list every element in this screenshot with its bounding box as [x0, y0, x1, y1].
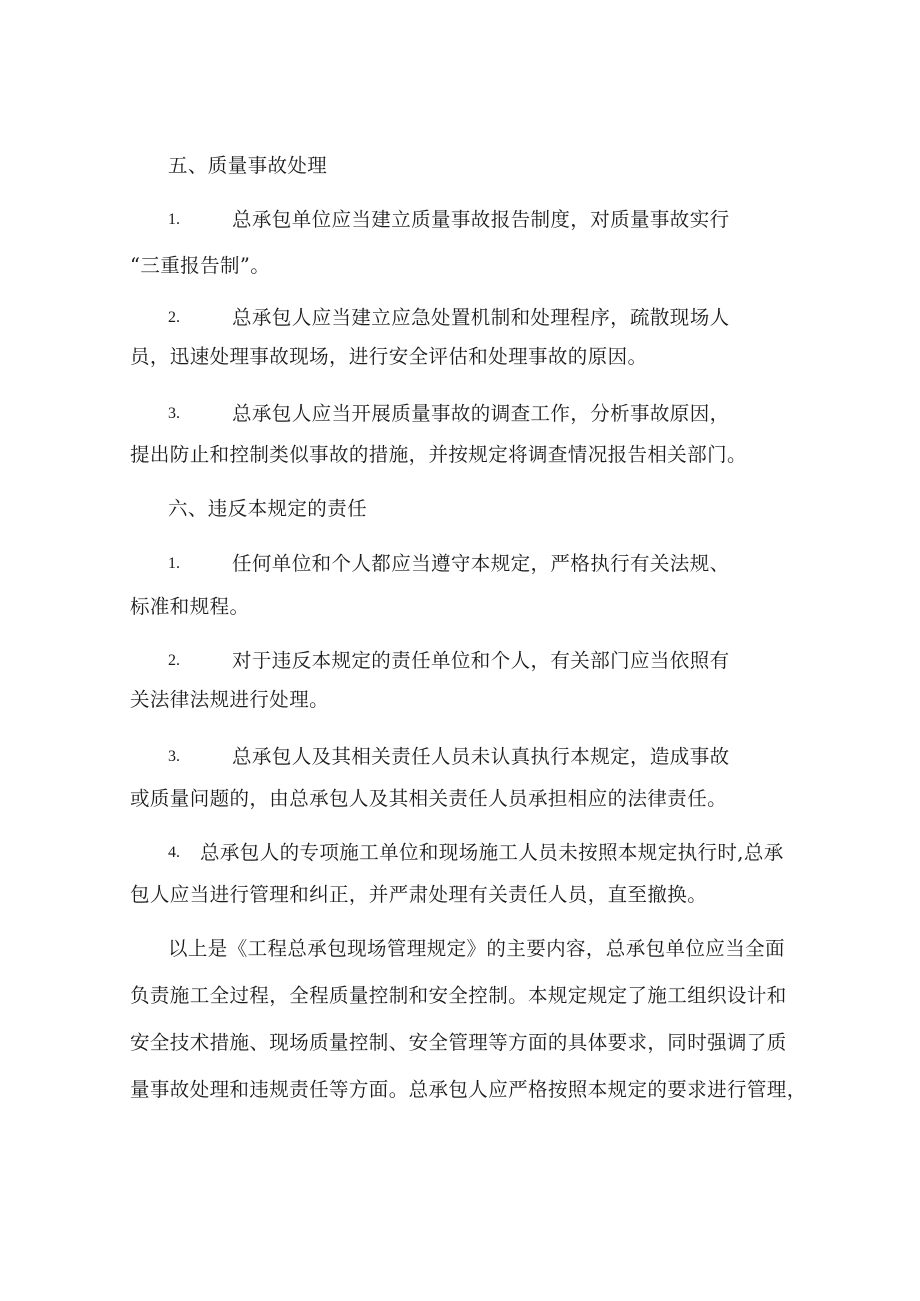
item-text: 任何单位和个人都应当遵守本规定，严格执行有关法规、 [232, 552, 730, 575]
item-text: 员，迅速处理事故现场，进行安全评估和处理事故的原因。 [130, 345, 648, 368]
item-text: 总承包人应当开展质量事故的调查工作，分析事故原因， [232, 402, 730, 425]
summary-line: 安全技术措施、现场质量控制、安全管理等方面的具体要求，同时强调了质 [130, 1031, 787, 1054]
item-text: 关法律法规进行处理。 [130, 688, 330, 711]
item-text: 对于违反本规定的责任单位和个人，有关部门应当依照有 [232, 649, 730, 672]
item-text: 包人应当进行管理和纠正，并严肃处理有关责任人员，直至撤换。 [130, 883, 708, 906]
item-text: 总承包人及其相关责任人员未认真执行本规定，造成事故 [232, 745, 730, 768]
item-number: 3. [168, 405, 180, 422]
item-text: 总承包人的专项施工单位和现场施工人员未按照本规定执行时,总承 [200, 841, 784, 864]
item-text: “三重报告制”。 [130, 254, 271, 277]
item-number: 1. [168, 211, 180, 228]
item-text: 提出防止和控制类似事故的措施，并按规定将调查情况报告相关部门。 [130, 443, 747, 466]
item-text: 标准和规程。 [130, 595, 250, 618]
item-number: 4. [168, 844, 180, 861]
item-number: 2. [168, 309, 180, 326]
item-number: 1. [168, 555, 180, 572]
summary-line: 以上是《工程总承包现场管理规定》的主要内容，总承包单位应当全面 [168, 937, 785, 960]
item-number: 2. [168, 652, 180, 669]
item-text: 总承包单位应当建立质量事故报告制度，对质量事故实行 [232, 208, 730, 231]
section-heading: 六、违反本规定的责任 [168, 497, 368, 520]
item-number: 3. [168, 748, 180, 765]
section-heading: 五、质量事故处理 [168, 154, 328, 177]
item-text: 或质量问题的，由总承包人及其相关责任人员承担相应的法律责任。 [130, 787, 728, 810]
item-text: 总承包人应当建立应急处置机制和处理程序，疏散现场人 [232, 306, 730, 329]
summary-line: 量事故处理和违规责任等方面。总承包人应严格按照本规定的要求进行管理， [130, 1078, 807, 1101]
summary-line: 负责施工全过程，全程质量控制和安全控制。本规定规定了施工组织设计和 [130, 984, 787, 1007]
